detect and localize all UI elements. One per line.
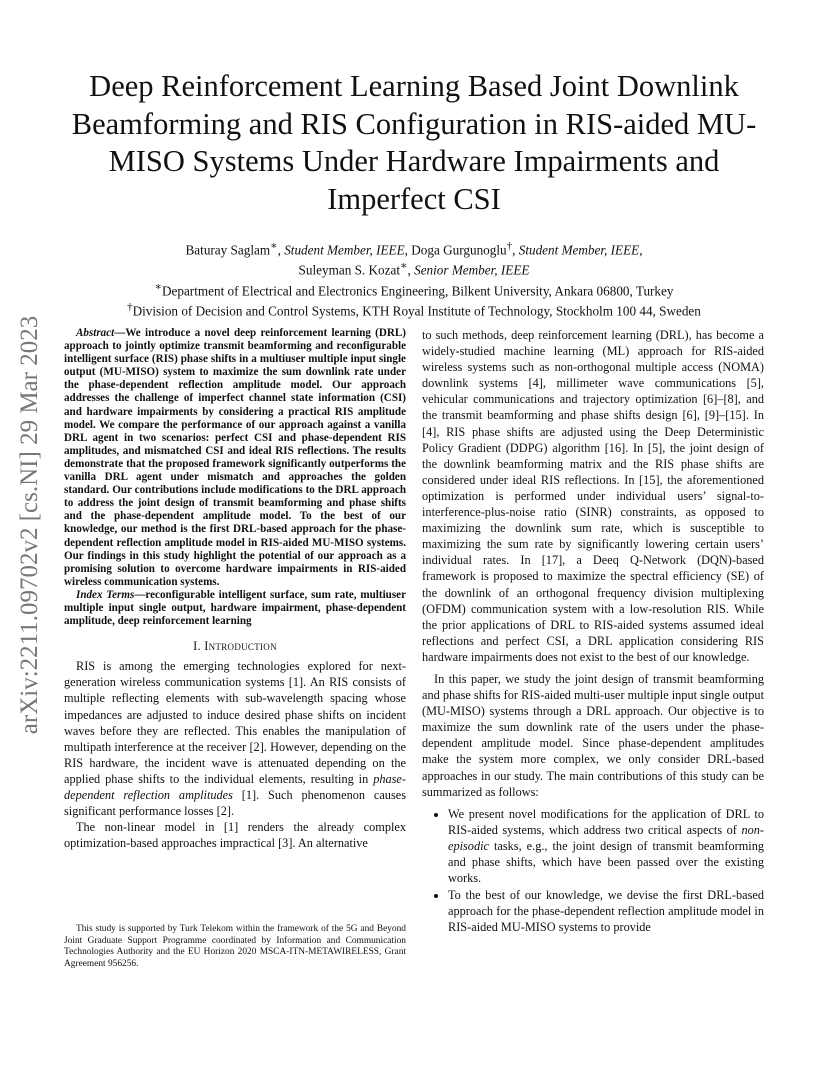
index-terms-text: —reconfigurable intelligent surface, sum rate, multiuser multiple input single output, hardware impairment, phase-dependent amplitude, deep reinforcement learning xyxy=(64,588,406,628)
left-column xyxy=(64,327,406,851)
author-line-2: Suleyman S. Kozat∗, Senior Member, IEEE xyxy=(298,260,530,278)
author-block xyxy=(60,238,768,320)
abstract xyxy=(64,327,406,589)
arxiv-sidebar xyxy=(10,290,50,760)
right-column xyxy=(422,327,764,936)
funding-footnote: This study is supported by Turk Telekom within the framework of the 5G and Beyond Joint Graduate Support Programme coordinated by Information and Communication Technologies Authority and the EU Horizon 2020 MSCA-ITN-METAWIRELESS, Grant Agreement 956256. xyxy=(64,924,406,969)
intro-paragraph-1: RIS is among the emerging technologies explored for next-generation wireless communication systems [1]. An RIS consists of multiple reflecting elements with sub-wavelength spacing whose impedances are adjusted to induce desired phase shifts on incident waves before they are reflected. This enables the manipulation of multipath interference at the receiver [2]. However, depending on the RIS hardware, the incident wave is attenuated depending on the applied phase shifts to the individual elements, resulting in phase-dependent reflection amplitudes [1]. Such phenomenon causes significant performance losses [2]. xyxy=(64,659,406,819)
author-mark: ∗ xyxy=(400,260,408,273)
author-role: Student Member, IEEE, xyxy=(518,242,643,258)
author-line-1: Baturay Saglam∗, Student Member, IEEE, Doga Gurgunoglu†, Student Member, IEEE, xyxy=(185,240,643,258)
intro-paragraph-2: The non-linear model in [1] renders the already complex optimization-based approaches impractical [3]. An alternative xyxy=(64,820,406,851)
author-name: Doga Gurgunoglu xyxy=(411,242,507,258)
right-paragraph-1: to such methods, deep reinforcement learning (DRL), has become a widely-studied machine learning (ML) approach for RIS-aided wireless systems such as non-orthogonal multiple access (NOMA) downlink systems [4], millimeter wave communications [5], vehicular communications and trajectory optimization [6]–[8], and the transmit beamforming and phase shifts design [6], [9]–[15]. In [4], RIS phase shifts are adjusted using the Deep Deterministic Policy Gradient (DDPG) algorithm [16]. In [5], the joint design of the downlink beamforming matrix and the RIS phase shifts are considered under ideal RIS reflections. In [15], the aforementioned optimization is performed under individual users’ signal-to-interference-plus-noise ratio (SINR) constraints, as opposed to maximizing the downlink sum rate, which is susceptible to maximizing the sum rate by significantly lowering certain users’ individual rates. In [17], a Deeq Q-Network (DQN)-based framework is proposed to maximize the spectral efficiency (SE) of the downlink of an orthogonal frequency division multiplexing (OFDM) communication system with a low-resolution RIS. While the prior applications of DRL to RIS-aided systems assumed ideal reflections and perfect CSI, a DRL application considering RIS hardware impairments does not exist to the best of our knowledge. xyxy=(422,328,764,664)
contributions-list xyxy=(422,806,764,936)
right-paragraph-2: In this paper, we study the joint design of transmit beamforming and phase shifts for RIS-aided multi-user multiple input single output (MU-MISO) systems through a DRL approach. Our objective is to maximize the sum downlink rate of the users under the phase-dependent amplitude model. Since phase-dependent amplitudes make the system more complex, we only consider DRL-based approaches in our study. The main contributions of this study can be summarized as follows: xyxy=(422,671,764,799)
paper-title: Deep Reinforcement Learning Based Joint Downlink Beamforming and RIS Configuration in RIS-aided MU-MISO Systems Under Hardware Impairments and Imperfect CSI xyxy=(71,69,757,216)
section-heading-introduction: I. Introduction xyxy=(193,639,277,654)
author-name: Suleyman S. Kozat xyxy=(298,262,401,278)
author-mark: ∗ xyxy=(270,240,278,252)
arxiv-identifier: arXiv:2211.09702v2 [cs.NI] 29 Mar 2023 xyxy=(16,315,43,735)
abstract-label: Abstract xyxy=(76,327,115,339)
author-name: Baturay Saglam xyxy=(185,242,271,258)
index-terms-label: Index Terms xyxy=(76,588,135,601)
author-role: Senior Member, IEEE xyxy=(414,262,530,278)
index-terms xyxy=(64,589,406,628)
author-mark: † xyxy=(506,240,513,252)
abstract-text: —We introduce a novel deep reinforcement learning (DRL) approach to jointly optimize transmit beamforming and reconfigurable intelligent surface (RIS) phase shifts in a multiuser multiple input single output (MU-MISO) system to maximize the sum downlink rate under the phase-dependent reflection amplitude model. Our approach addresses the challenge of imperfect channel state information (CSI) and hardware impairments by considering a practical RIS amplitude model. We compare the performance of our approach against a vanilla DRL agent in two scenarios: perfect CSI and phase-dependent RIS amplitudes, and mismatched CSI and ideal RIS reflections. The results demonstrate that the proposed framework significantly outperforms the vanilla DRL agent under mismatch and approaches the golden standard. Our contributions include modifications to the DRL approach to address the joint design of transmit beamforming and phase shifts and the phase-dependent amplitude model. To the best of our knowledge, our method is the first DRL-based approach for the phase-dependent reflection amplitude model in RIS-aided MU-MISO systems. Our findings in this study highlight the potential of our approach as a promising solution to overcome hardware impairments in RIS-aided wireless communication systems. xyxy=(64,327,406,588)
author-role: Student Member, IEEE xyxy=(284,242,405,258)
affiliation-1: ∗Department of Electrical and Electronics Engineering, Bilkent University, Ankara 06800, Turkey xyxy=(154,280,674,299)
list-item: • We present novel modifications for the application of DRL to RIS-aided systems, which address two critical aspects of non-episodic tasks, e.g., the joint design of transmit beamforming and phase shifts, which have been passed over the existing works. xyxy=(448,806,764,886)
affiliation-2: †Division of Decision and Control Systems, KTH Royal Institute of Technology, Stockholm 100 44, Sweden xyxy=(127,301,701,319)
list-item: • To the best of our knowledge, we devise the first DRL-based approach for the phase-dependent reflection amplitude model in RIS-aided MU-MISO systems to provide xyxy=(448,887,764,935)
